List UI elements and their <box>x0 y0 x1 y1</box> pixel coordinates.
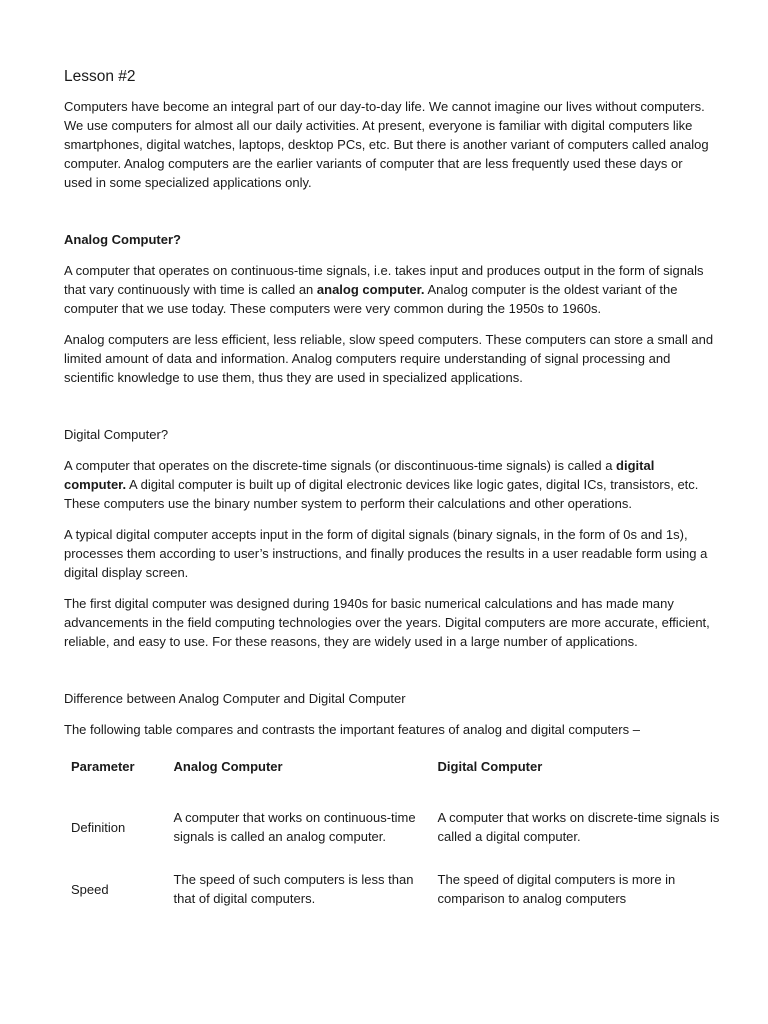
table-cell-parameter: Definition <box>71 819 126 835</box>
table-header-parameter: Parameter <box>71 759 135 774</box>
comparison-table <box>62 757 722 920</box>
table-cell-digital: A computer that works on discrete-time signals is called a digital computer. <box>437 810 720 844</box>
analog-heading: Analog Computer? <box>64 232 181 247</box>
table-header-analog: Analog Computer <box>173 759 283 774</box>
table-cell-analog: The speed of such computers is less than that of digital computers. <box>173 872 414 906</box>
digital-heading: Digital Computer? <box>64 427 169 442</box>
difference-heading: Difference between Analog Computer and Digital Computer <box>64 691 406 706</box>
digital-paragraph-1 <box>64 456 714 513</box>
digital-p1-term: digital computer. <box>64 458 655 492</box>
digital-paragraph-3: The first digital computer was designed during 1940s for basic numerical calculations and has made many advancements in the field computing technologies over the years. Digital computers are more accurate, efficient, reliable, and easy to use. For these reasons, they are widely used in a large number of applications. <box>64 596 710 649</box>
difference-intro: The following table compares and contrasts the important features of analog and digital computers – <box>64 722 640 737</box>
document-page <box>64 66 720 920</box>
table-row <box>62 796 722 858</box>
analog-p1-text-post: Analog computer is the oldest variant of the computer that we use today. These computers were very common during the 1950s to 1960s. <box>64 282 678 316</box>
intro-paragraph: Computers have become an integral part of our day-to-day life. We cannot imagine our lives without computers. We use computers for almost all our daily activities. At present, everyone is familiar with digital computers like smartphones, digital watches, laptops, desktop PCs, etc. But there is another variant of computers called analog computer. Analog computers are the earlier variants of computer that are less frequently used these days or used in some specialized applications only. <box>64 99 709 190</box>
digital-p1-text-pre: A computer that operates on the discrete-time signals (or discontinuous-time signals) is called a <box>64 458 617 473</box>
analog-p1-text-pre: A computer that operates on continuous-time signals, i.e. takes input and produces output in the form of signals that vary continuously with time is called an <box>64 263 704 297</box>
table-row <box>62 858 722 920</box>
table-header-row <box>62 757 722 796</box>
table-cell-analog: A computer that works on continuous-time signals is called an analog computer. <box>173 810 416 844</box>
table-cell-digital: The speed of digital computers is more in comparison to analog computers <box>437 872 676 906</box>
analog-paragraph-1 <box>64 261 714 318</box>
digital-paragraph-2: A typical digital computer accepts input in the form of digital signals (binary signals, in the form of 0s and 1s), processes them according to user’s instructions, and finally produces the results in a user readable form using a digital display screen. <box>64 527 708 580</box>
analog-paragraph-2: Analog computers are less efficient, less reliable, slow speed computers. These computers can store a small and limited amount of data and information. Analog computers require understanding of signal processing and scientific knowledge to use them, thus they are used in specialized applications. <box>64 332 714 385</box>
lesson-title: Lesson #2 <box>64 68 136 85</box>
table-cell-parameter: Speed <box>71 881 109 897</box>
digital-p1-text-post: A digital computer is built up of digital electronic devices like logic gates, digital ICs, transistors, etc. These computers use the binary number system to perform their calculations and other operations. <box>64 477 699 511</box>
table-header-digital: Digital Computer <box>437 759 543 774</box>
analog-p1-term: analog computer. <box>316 282 425 297</box>
